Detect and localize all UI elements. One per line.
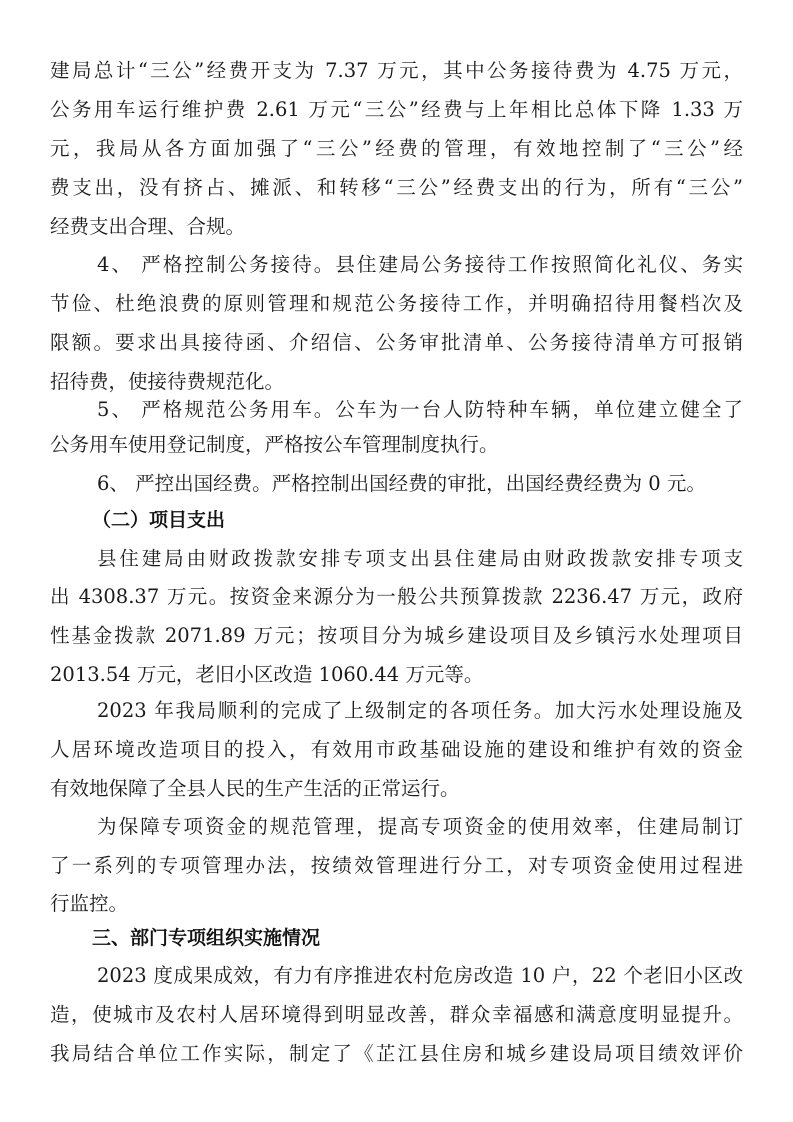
- project-para-line-3: 性基金拨款 2071.89 万元；按项目分为城乡建设项目及乡镇污水处理项目: [50, 624, 743, 647]
- item-4-line-1: 4、 严格控制公务接待。县住建局公务接待工作按照简化礼仪、务实: [97, 253, 743, 276]
- tasks-para-line-3: 有效地保障了全县人民的生产生活的正常运行。: [50, 777, 460, 800]
- results-para-line-3: 我局结合单位工作实际，制定了《芷江县住房和城乡建设局项目绩效评价: [50, 1042, 743, 1065]
- para-three-public-line-1: 建局总计“三公”经费开支为 7.37 万元，其中公务接待费为 4.75 万元，: [50, 59, 743, 82]
- item-5-line-2: 公务用车使用登记制度，严格按公车管理制度执行。: [50, 433, 499, 456]
- project-para-line-2: 出 4308.37 万元。按资金来源分为一般公共预算拨款 2236.47 万元，政府: [50, 585, 743, 608]
- para-three-public-line-3: 元，我局从各方面加强了“三公”经费的管理，有效地控制了“三公”经: [50, 137, 743, 160]
- item-6-line-1: 6、 严控出国经费。严格控制出国经费的审批，出国经费经费为 0 元。: [97, 472, 706, 495]
- project-para-line-1: 县住建局由财政拨款安排专项支出县住建局由财政拨款安排专项支: [97, 547, 743, 570]
- project-para-line-4: 2013.54 万元，老旧小区改造 1060.44 万元等。: [50, 663, 484, 686]
- item-4-line-4: 招待费，使接待费规范化。: [50, 370, 285, 393]
- funds-para-line-1: 为保障专项资金的规范管理，提高专项资金的使用效率，住建局制订: [97, 815, 743, 838]
- funds-para-line-3: 行监控。: [50, 892, 129, 915]
- section-heading-implementation: 三、部门专项组织实施情况: [92, 927, 321, 949]
- para-three-public-line-5: 经费支出合理、合规。: [50, 215, 246, 238]
- results-para-line-1: 2023 度成果成效，有力有序推进农村危房改造 10 户，22 个老旧小区改: [97, 964, 743, 987]
- results-para-line-2: 造，使城市及农村人居环境得到明显改善，群众幸福感和满意度明显提升。: [50, 1003, 743, 1026]
- tasks-para-line-2: 人居环境改造项目的投入，有效用市政基础设施的建设和维护有效的资金: [50, 738, 743, 761]
- item-4-line-2: 节俭、杜绝浪费的原则管理和规范公务接待工作，并明确招待用餐档次及: [50, 292, 743, 315]
- item-5-line-1: 5、 严格规范公务用车。公车为一台人防特种车辆，单位建立健全了: [97, 398, 743, 421]
- funds-para-line-2: 了一系列的专项管理办法，按绩效管理进行分工，对专项资金使用过程进: [50, 854, 743, 877]
- para-three-public-line-2: 公务用车运行维护费 2.61 万元“三公”经费与上年相比总体下降 1.33 万: [50, 98, 743, 121]
- tasks-para-line-1: 2023 年我局顺利的完成了上级制定的各项任务。加大污水处理设施及: [97, 699, 743, 722]
- section-heading-project-expenditure: （二）项目支出: [92, 509, 226, 531]
- item-4-line-3: 限额。要求出具接待函、介绍信、公务审批清单、公务接待清单方可报销: [50, 331, 743, 354]
- para-three-public-line-4: 费支出，没有挤占、摊派、和转移“三公”经费支出的行为，所有“三公”: [50, 176, 743, 199]
